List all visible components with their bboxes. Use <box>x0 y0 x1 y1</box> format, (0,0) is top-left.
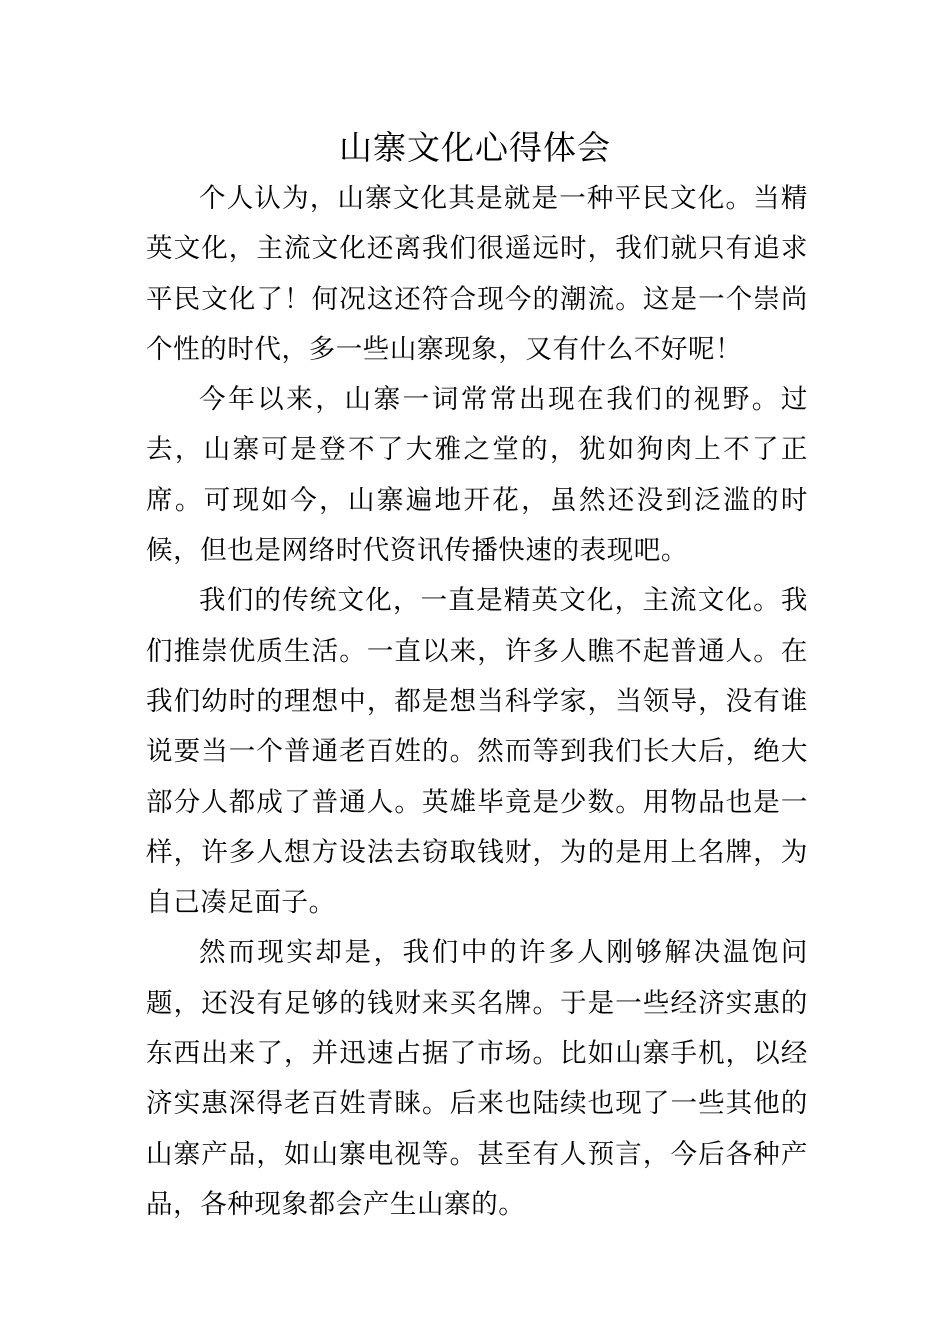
paragraph-4: 然而现实却是，我们中的许多人刚够解决温饱问题，还没有足够的钱财来买名牌。于是一些经济实惠的东西出来了，并迅速占据了市场。比如山寨手机，以经济实惠深得老百姓青睐。后来也陆续也现了一些其他的山寨产品，如山寨电视等。甚至有人预言，今后各种产品，各种现象都会产生山寨的。 <box>146 937 808 1220</box>
paragraph-1: 个人认为，山寨文化其是就是一种平民文化。当精英文化，主流文化还离我们很遥远时，我们就只有追求平民文化了！何况这还符合现今的潮流。这是一个崇尚个性的时代，多一些山寨现象，又有什么不好呢！ <box>146 183 808 365</box>
paragraph-3: 我们的传统文化，一直是精英文化，主流文化。我们推崇优质生活。一直以来，许多人瞧不起普通人。在我们幼时的理想中，都是想当科学家，当领导，没有谁说要当一个普通老百姓的。然而等到我们长大后，绝大部分人都成了普通人。英雄毕竟是少数。用物品也是一样，许多人想方设法去窃取钱财，为的是用上名牌，为自己凑足面子。 <box>146 585 808 919</box>
document-title: 山寨文化心得体会 <box>339 128 611 167</box>
document-body <box>146 174 808 1230</box>
paragraph-2: 今年以来，山寨一词常常出现在我们的视野。过去，山寨可是登不了大雅之堂的，犹如狗肉上不了正席。可现如今，山寨遍地开花，虽然还没到泛滥的时候，但也是网络时代资讯传播快速的表现吧。 <box>146 384 808 567</box>
